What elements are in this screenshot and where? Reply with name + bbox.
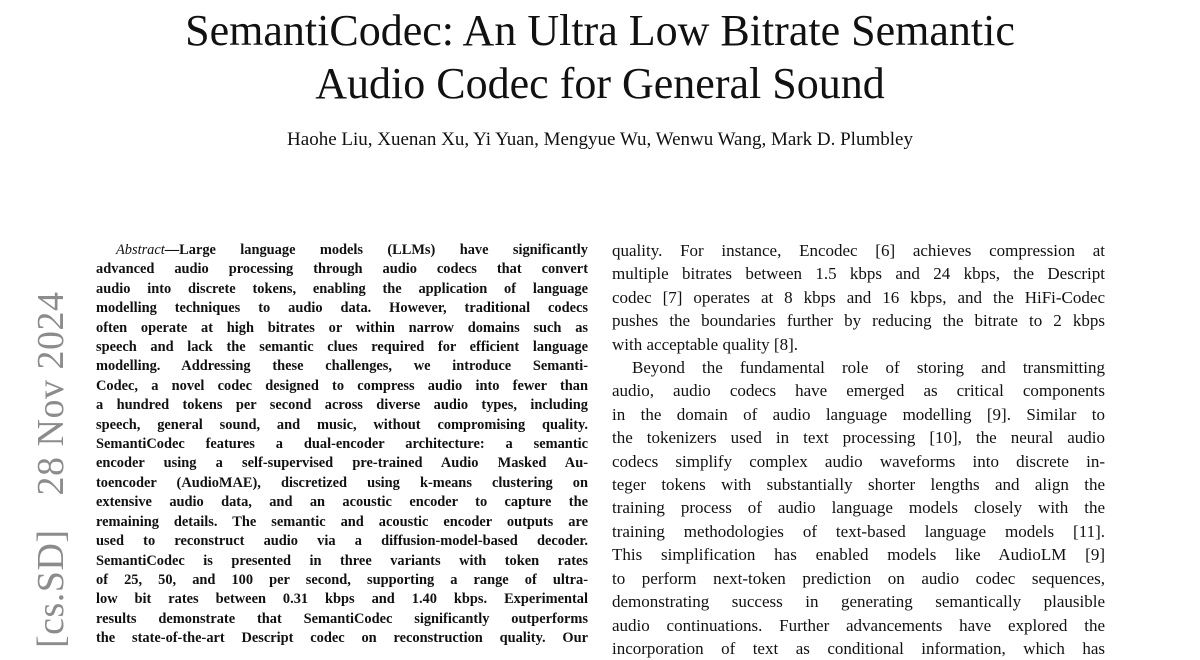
body-text-line: incorporation of text as conditional information, which has xyxy=(612,638,1105,658)
body-text-line: demonstrating success in generating semantically plausible xyxy=(612,592,1105,612)
abstract-line: toencoder (AudioMAE), discretized using k-means clustering on xyxy=(96,474,588,491)
body-text-line: to perform next-token prediction on audio codec sequences, xyxy=(612,568,1105,588)
author-list: Haohe Liu, Xuenan Xu, Yi Yuan, Mengyue Wu, Wenwu Wang, Mark D. Plumbley xyxy=(287,129,913,150)
body-text-line: in the domain of audio language modelling [9]. Similar to xyxy=(612,404,1105,424)
abstract-line: remaining details. The semantic and acoustic encoder outputs are xyxy=(96,513,588,530)
abstract-line: extensive audio data, and an acoustic encoder to capture the xyxy=(96,494,588,511)
arxiv-identifier-stamp xyxy=(30,292,72,649)
abstract-label: Abstract xyxy=(116,242,165,258)
body-text-line: the tokenizers used in text processing [10], the neural audio xyxy=(612,428,1105,448)
abstract-line: SemantiCodec features a dual-encoder architecture: a semantic xyxy=(96,436,588,453)
body-text-line: training methodologies of text-based language models [11]. xyxy=(612,521,1105,541)
abstract-line: modelling. Addressing these challenges, we introduce Semanti- xyxy=(96,358,588,375)
body-text-line: audio continuations. Further advancements have explored the xyxy=(612,615,1105,635)
abstract-line: advanced audio processing through audio codecs that convert xyxy=(96,261,588,278)
body-text-line: with acceptable quality [8]. xyxy=(612,334,798,354)
abstract-line: a hundred tokens per second across diverse audio types, including xyxy=(96,397,588,414)
abstract-line: SemantiCodec is presented in three variants with token rates xyxy=(96,552,588,569)
abstract-line: results demonstrate that SemantiCodec significantly outperforms xyxy=(96,610,588,627)
abstract-line: encoder using a self-supervised pre-trained Audio Masked Au- xyxy=(96,455,588,472)
arxiv-category: [cs.SD] xyxy=(30,529,72,648)
body-text-line: codecs simplify complex audio waveforms into discrete in- xyxy=(612,451,1105,471)
abstract-line: low bit rates between 0.31 kbps and 1.40 kbps. Experimental xyxy=(96,591,588,608)
body-text-line: quality. For instance, Encodec [6] achieves compression at xyxy=(612,241,1105,260)
body-text-line: pushes the boundaries further by reducing the bitrate to 2 kbps xyxy=(612,311,1105,331)
abstract-line: speech, general sound, and music, without compromising quality. xyxy=(96,416,588,433)
body-text-line: codec [7] operates at 8 kbps and 16 kbps, and the HiFi-Codec xyxy=(612,287,1105,307)
abstract-line: the state-of-the-art Descript codec on reconstruction quality. Our xyxy=(96,630,588,647)
abstract-line: of 25, 50, and 100 per second, supporting a range of ultra- xyxy=(96,571,588,588)
abstract-text: —Large language models (LLMs) have significantly xyxy=(164,242,588,258)
abstract-block xyxy=(96,241,588,649)
abstract-line: often operate at high bitrates or within narrow domains such as xyxy=(96,319,588,336)
abstract-line: audio into discrete tokens, enabling the application of language xyxy=(96,280,588,297)
abstract-line: Codec, a novel codec designed to compress audio into fewer than xyxy=(96,377,588,394)
abstract-line xyxy=(96,241,588,260)
body-text-line: multiple bitrates between 1.5 kbps and 24 kbps, the Descript xyxy=(612,264,1105,284)
arxiv-date: 28 Nov 2024 xyxy=(30,291,72,496)
abstract-line: used to reconstruct audio via a diffusion-model-based decoder. xyxy=(96,533,588,550)
body-text-line: teger tokens with substantially shorter lengths and align the xyxy=(612,475,1105,495)
body-text-line: Beyond the fundamental role of storing and transmitting xyxy=(632,358,1105,378)
body-text-line: training process of audio language models closely with the xyxy=(612,498,1105,518)
body-text-line: This simplification has enabled models like AudioLM [9] xyxy=(612,545,1105,565)
body-text-line: audio, audio codecs have emerged as critical components xyxy=(612,381,1105,401)
paper-title: SemantiCodec: An Ultra Low Bitrate Semantic Audio Codec for General Sound xyxy=(185,6,1015,108)
abstract-line: speech and lack the semantic clues required for efficient language xyxy=(96,339,588,356)
body-column xyxy=(612,239,1105,660)
abstract-line: modelling techniques to audio data. However, traditional codecs xyxy=(96,300,588,317)
